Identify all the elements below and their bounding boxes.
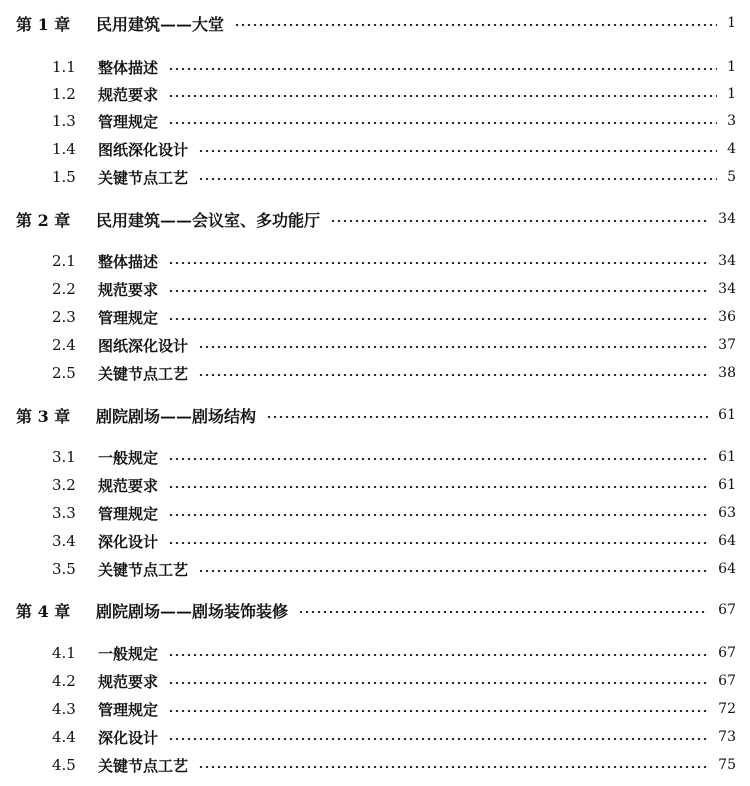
toc-chapter-1[interactable] (0, 10, 750, 36)
section-title: 管理规定 (98, 308, 159, 327)
dot-leader (168, 122, 717, 124)
toc-section-3-4[interactable] (0, 528, 750, 554)
page-number: 61 (718, 407, 736, 423)
section-title: 规范要求 (98, 476, 159, 495)
dot-leader (330, 220, 708, 222)
page-number: 63 (718, 505, 736, 521)
page-number: 36 (718, 309, 736, 325)
section-number: 4.4 (52, 728, 76, 746)
toc-section-2-4[interactable] (0, 332, 750, 358)
section-number: 1.5 (52, 168, 76, 186)
toc-section-3-1[interactable] (0, 444, 750, 470)
dot-leader (198, 178, 717, 180)
section-title: 关键节点工艺 (98, 168, 189, 187)
section-title: 管理规定 (98, 504, 159, 523)
section-number: 3.4 (52, 532, 76, 550)
toc-chapter-4[interactable] (0, 597, 750, 623)
toc-section-4-4[interactable] (0, 724, 750, 750)
section-number: 1.3 (52, 112, 76, 130)
dot-leader (298, 611, 708, 613)
section-number: 2.1 (52, 252, 76, 270)
page-number: 1 (727, 86, 736, 102)
dot-leader (168, 318, 708, 320)
dot-leader (168, 95, 717, 97)
toc-section-2-3[interactable] (0, 304, 750, 330)
toc-section-1-5[interactable] (0, 164, 750, 190)
chapter-number: 第 4 章 (16, 601, 71, 621)
section-title: 深化设计 (98, 532, 159, 551)
dot-leader (168, 654, 708, 656)
section-number: 3.3 (52, 504, 76, 522)
toc-section-2-5[interactable] (0, 360, 750, 386)
toc-section-3-2[interactable] (0, 472, 750, 498)
section-number: 3.1 (52, 448, 76, 466)
page-number: 67 (718, 673, 736, 689)
section-number: 4.5 (52, 756, 76, 774)
section-number: 1.1 (52, 58, 76, 76)
toc-section-3-3[interactable] (0, 500, 750, 526)
section-number: 4.1 (52, 644, 76, 662)
section-number: 1.2 (52, 85, 76, 103)
dot-leader (168, 486, 708, 488)
page-number: 64 (718, 561, 736, 577)
dot-leader (168, 710, 708, 712)
dot-leader (168, 458, 708, 460)
page-number: 67 (718, 602, 736, 618)
chapter-title: 剧院剧场——剧场装饰装修 (96, 601, 289, 621)
page-number: 64 (718, 533, 736, 549)
chapter-title: 民用建筑——大堂 (96, 14, 225, 34)
section-title: 规范要求 (98, 85, 159, 104)
page-number: 34 (718, 211, 736, 227)
page-number: 73 (718, 729, 736, 745)
dot-leader (168, 542, 708, 544)
toc-section-3-5[interactable] (0, 556, 750, 582)
section-title: 图纸深化设计 (98, 336, 189, 355)
section-title: 一般规定 (98, 644, 159, 663)
toc-section-1-1[interactable] (0, 54, 750, 80)
dot-leader (168, 68, 717, 70)
dot-leader (198, 374, 708, 376)
section-number: 3.5 (52, 560, 76, 578)
page-number: 5 (727, 169, 736, 185)
section-title: 深化设计 (98, 728, 159, 747)
dot-leader (198, 150, 717, 152)
toc-chapter-2[interactable] (0, 206, 750, 232)
dot-leader (266, 416, 708, 418)
toc-section-4-2[interactable] (0, 668, 750, 694)
page-number: 67 (718, 645, 736, 661)
section-title: 管理规定 (98, 700, 159, 719)
dot-leader (198, 570, 708, 572)
page-number: 61 (718, 449, 736, 465)
dot-leader (168, 738, 708, 740)
page-number: 37 (718, 337, 736, 353)
dot-leader (198, 346, 708, 348)
page-number: 34 (718, 253, 736, 269)
chapter-number: 第 2 章 (16, 210, 71, 230)
section-number: 3.2 (52, 476, 76, 494)
section-title: 图纸深化设计 (98, 140, 189, 159)
page-number: 1 (727, 15, 736, 31)
chapter-number: 第 3 章 (16, 406, 71, 426)
section-title: 关键节点工艺 (98, 560, 189, 579)
section-number: 4.3 (52, 700, 76, 718)
section-title: 规范要求 (98, 280, 159, 299)
chapter-title: 剧院剧场——剧场结构 (96, 406, 257, 426)
chapter-title: 民用建筑——会议室、多功能厅 (96, 210, 321, 230)
page-number: 1 (727, 59, 736, 75)
page-number: 75 (718, 757, 736, 773)
section-title: 整体描述 (98, 252, 159, 271)
section-title: 整体描述 (98, 58, 159, 77)
toc-section-4-1[interactable] (0, 640, 750, 666)
toc-section-2-2[interactable] (0, 276, 750, 302)
dot-leader (168, 514, 708, 516)
section-title: 一般规定 (98, 448, 159, 467)
page-number: 72 (718, 701, 736, 717)
page-number: 34 (718, 281, 736, 297)
toc-section-2-1[interactable] (0, 248, 750, 274)
toc-section-4-3[interactable] (0, 696, 750, 722)
section-number: 1.4 (52, 140, 76, 158)
dot-leader (168, 290, 708, 292)
section-title: 管理规定 (98, 112, 159, 131)
page-number: 61 (718, 477, 736, 493)
page-number: 3 (727, 113, 736, 129)
dot-leader (234, 24, 717, 26)
toc-section-1-3[interactable] (0, 108, 750, 134)
dot-leader (168, 682, 708, 684)
toc-chapter-3[interactable] (0, 402, 750, 428)
toc-section-1-2[interactable] (0, 81, 750, 107)
section-title: 关键节点工艺 (98, 756, 189, 775)
page-number: 4 (727, 141, 736, 157)
page-number: 38 (718, 365, 736, 381)
toc-section-1-4[interactable] (0, 136, 750, 162)
dot-leader (168, 262, 708, 264)
section-title: 关键节点工艺 (98, 364, 189, 383)
chapter-number: 第 1 章 (16, 14, 71, 34)
dot-leader (198, 766, 708, 768)
section-number: 2.5 (52, 364, 76, 382)
section-number: 2.3 (52, 308, 76, 326)
section-number: 4.2 (52, 672, 76, 690)
section-number: 2.2 (52, 280, 76, 298)
section-number: 2.4 (52, 336, 76, 354)
toc-section-4-5[interactable] (0, 752, 750, 778)
section-title: 规范要求 (98, 672, 159, 691)
